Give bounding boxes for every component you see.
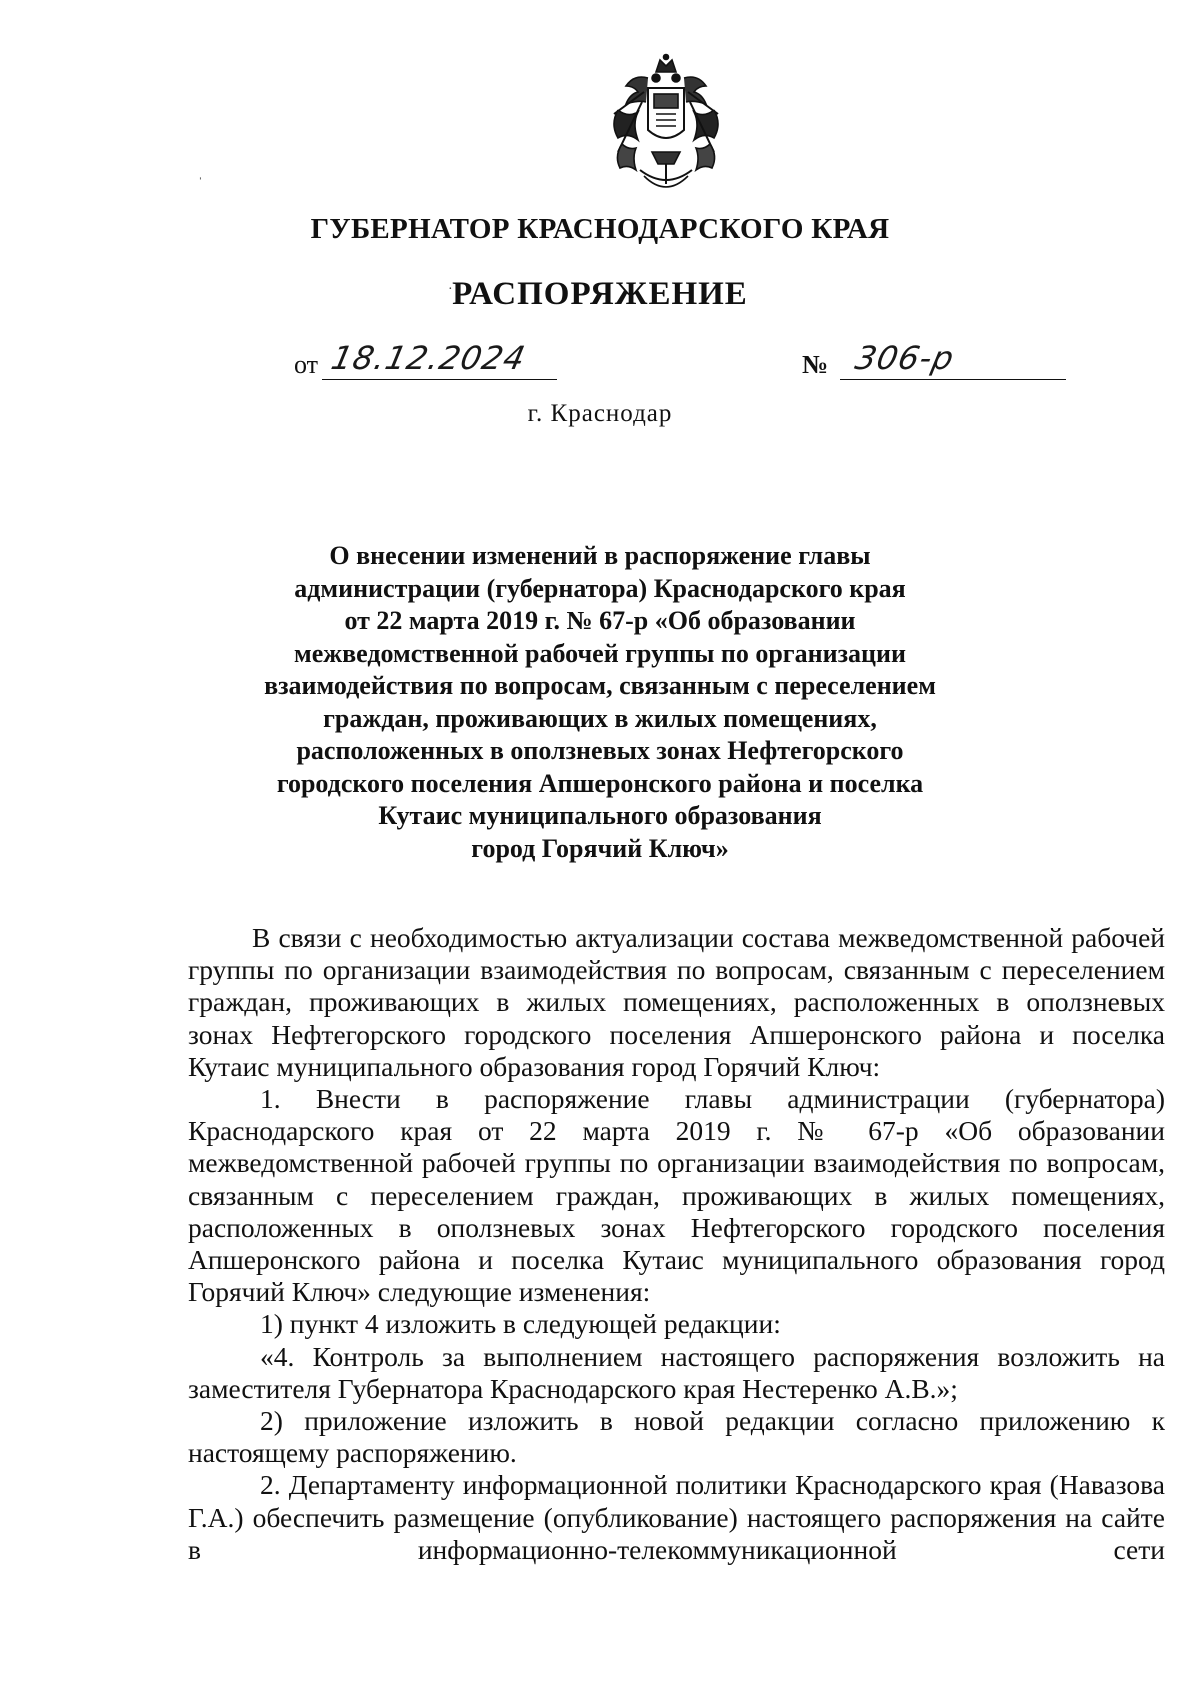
- body-paragraph: 2. Департаменту информационной политики Краснодарского края (Навазова Г.А.) обеспечить размещение (опубликование) настоящего распоряжения на сайте в информационно-телекоммуникационной сети: [188, 1469, 1165, 1565]
- body-paragraph: 1. Внести в распоряжение главы администрации (губернатора) Краснодарского края от 22 марта 2019 г. № 67-р «Об образовании межведомственной рабочей группы по организации взаимодействия по вопросам, связанным с переселением граждан, проживающих в жилых помещениях, расположенных в оползневых зонах Нефтегорского городского поселения Апшеронского района и поселка Кутаис муниципального образования город Горячий Ключ» следующие изменения:: [188, 1083, 1165, 1308]
- number-line: [802, 340, 1066, 380]
- date-field: [322, 340, 557, 380]
- subject-line: граждан, проживающих в жилых помещениях,: [323, 703, 877, 733]
- city: г. Краснодар: [527, 400, 673, 427]
- subject-line: Кутаис муниципального образования: [378, 801, 822, 830]
- scan-speck: ·: [448, 282, 453, 297]
- issuing-authority: ГУБЕРНАТОР КРАСНОДАРСКОГО КРАЯ: [310, 213, 890, 245]
- scan-speck: ˈ: [198, 176, 203, 191]
- date-line: [294, 340, 557, 380]
- number-field: [840, 340, 1066, 380]
- document-body: [188, 922, 1165, 1566]
- body-paragraph: В связи с необходимостью актуализации состава межведомственной рабочей группы по организации взаимодействия по вопросам, связанным с переселением граждан, проживающих в жилых помещениях, расположенных в оползневых зонах Нефтегорского городского поселения Апшеронского района и поселка Кутаис муниципального образования город Горячий Ключ:: [188, 922, 1165, 1082]
- number-prefix: №: [802, 350, 829, 379]
- document-subject: [260, 540, 940, 865]
- date-prefix: от: [294, 350, 319, 379]
- subject-line: от 22 марта 2019 г. № 67-р «Об образовании: [344, 606, 856, 635]
- body-paragraph: 1) пункт 4 изложить в следующей редакции:: [260, 1308, 781, 1340]
- subject-line: администрации (губернатора) Краснодарского края: [294, 573, 906, 603]
- body-paragraph: «4. Контроль за выполнением настоящего распоряжения возложить на заместителя Губернатора Краснодарского края Нестеренко А.В.»;: [188, 1340, 1165, 1404]
- subject-line: город Горячий Ключ»: [471, 833, 729, 863]
- subject-line: расположенных в оползневых зонах Нефтегорского: [296, 736, 904, 765]
- document-type: РАСПОРЯЖЕНИЕ: [452, 276, 748, 312]
- coat-of-arms-icon: [604, 52, 728, 202]
- subject-line: межведомственной рабочей группы по организации: [294, 638, 906, 668]
- subject-line: городского поселения Апшеронского района и поселка: [276, 768, 924, 798]
- subject-line: О внесении изменений в распоряжение главы: [329, 541, 871, 570]
- body-paragraph: 2) приложение изложить в новой редакции согласно приложению к настоящему распоряжению.: [188, 1405, 1165, 1469]
- subject-line: взаимодействия по вопросам, связанным с переселением: [264, 671, 936, 700]
- handwritten-date: 18.12.2024: [327, 339, 530, 377]
- handwritten-number: 306-р: [852, 339, 959, 377]
